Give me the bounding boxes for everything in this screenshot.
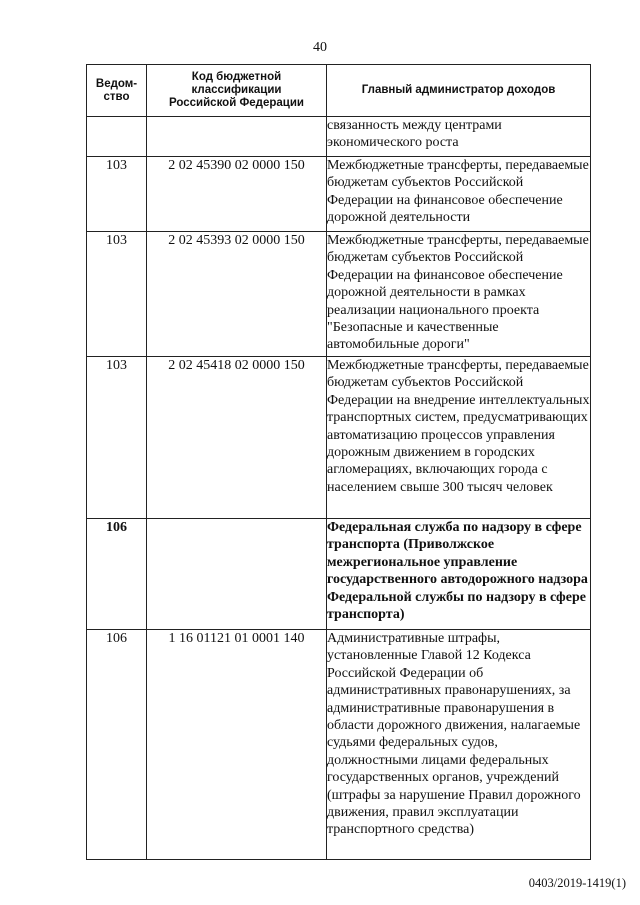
cell-admin: связанность между центрами экономического роста: [327, 117, 591, 157]
cell-ved: 106: [87, 630, 147, 860]
header-code: Код бюджетной классификации Российской Федерации: [147, 65, 327, 117]
table-row: [87, 519, 591, 630]
table-row: [87, 357, 591, 519]
header-admin: Главный администратор доходов: [327, 65, 591, 117]
page-number: 40: [313, 40, 327, 55]
cell-code: [147, 519, 327, 630]
table-row: [87, 630, 591, 860]
cell-code: 2 02 45393 02 0000 150: [147, 232, 327, 357]
document-reference-code: 0403/2019-1419(1): [528, 876, 626, 890]
cell-code: [147, 117, 327, 157]
cell-admin: Межбюджетные трансферты, передаваемые бюджетам субъектов Российской Федерации на финансовое обеспечение дорожной деятельности в рамках реализации национального проекта "Безопасные и качественные автомобильные дороги": [327, 232, 591, 357]
table-row: [87, 232, 591, 357]
cell-ved: 103: [87, 232, 147, 357]
cell-admin: Федеральная служба по надзору в сфере транспорта (Приволжское межрегиональное управление государственного автодорожного надзора Федеральной службы по надзору в сфере транспорта): [327, 519, 591, 630]
table-row: [87, 117, 591, 157]
header-ved: Ведом- ство: [87, 65, 147, 117]
cell-admin: Межбюджетные трансферты, передаваемые бюджетам субъектов Российской Федерации на финансовое обеспечение дорожной деятельности: [327, 157, 591, 232]
cell-ved: 103: [87, 157, 147, 232]
cell-ved: [87, 117, 147, 157]
cell-code: 2 02 45418 02 0000 150: [147, 357, 327, 519]
cell-code: 2 02 45390 02 0000 150: [147, 157, 327, 232]
cell-admin: Межбюджетные трансферты, передаваемые бюджетам субъектов Российской Федерации на внедрение интеллектуальных транспортных систем, предусматривающих автоматизацию процессов управления дорожным движением в городских агломерациях, включающих города с населением свыше 300 тысяч человек: [327, 357, 591, 519]
cell-code: 1 16 01121 01 0001 140: [147, 630, 327, 860]
cell-ved: 106: [87, 519, 147, 630]
cell-ved: 103: [87, 357, 147, 519]
budget-classification-table: [86, 64, 591, 860]
cell-admin: Административные штрафы, установленные Главой 12 Кодекса Российской Федерации об административных правонарушениях, за административные правонарушения в области дорожного движения, налагаемые судьями федеральных судов, должностными лицами федеральных государственных органов, учреждений (штрафы за нарушение Правил дорожного движения, правил эксплуатации транспортного средства): [327, 630, 591, 860]
table-row: [87, 157, 591, 232]
table-header-row: [87, 65, 591, 117]
